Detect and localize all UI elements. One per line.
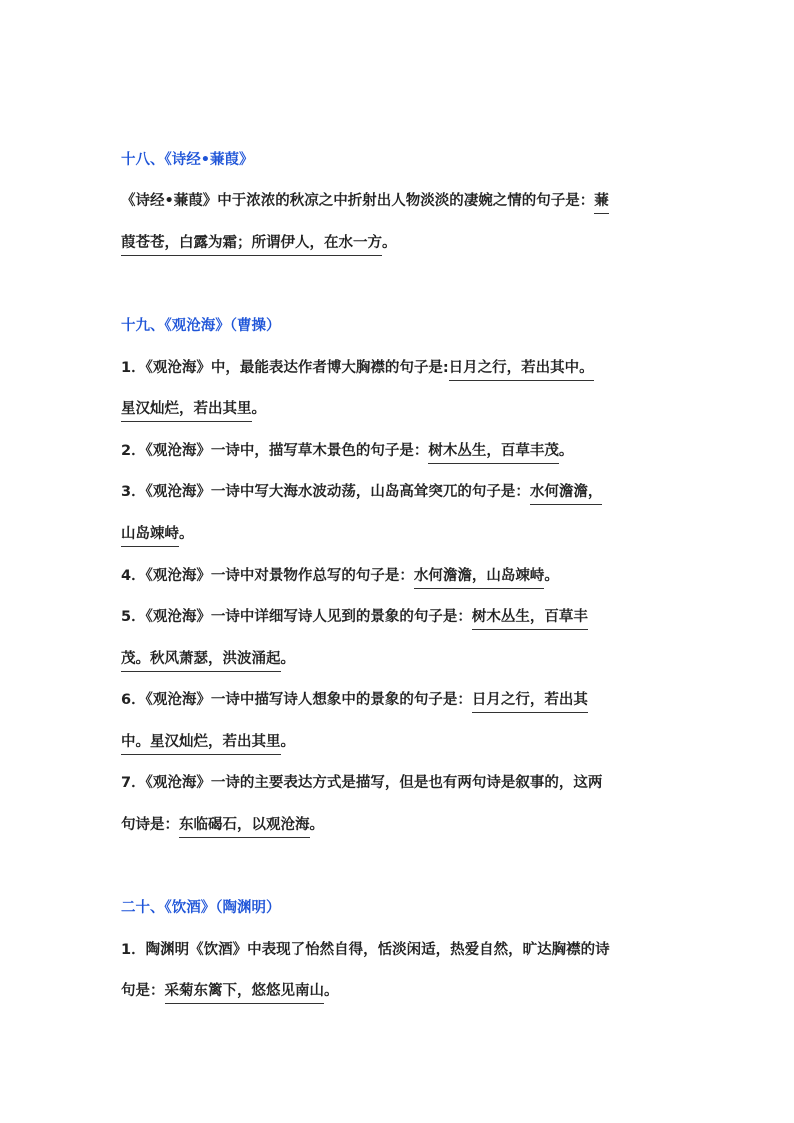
section-19-line-12 — [121, 815, 681, 838]
section-19-line-4 — [121, 482, 681, 505]
answer-tail: 。 — [309, 817, 324, 833]
question-text: 3．《观沧海》一诗中写大海水波动荡，山岛高耸突兀的句子是： — [121, 484, 530, 500]
question-text: 7．《观沧海》一诗的主要表达方式是描写，但是也有两句诗是叙事的，这两 — [121, 775, 603, 791]
section-19-line-2 — [121, 399, 681, 422]
section-19-line-8 — [121, 649, 681, 672]
answer-text: 水何澹澹， — [530, 482, 603, 505]
answer-text: 蒹 — [594, 191, 609, 214]
section-19-line-1 — [121, 358, 681, 381]
section-19-line-3 — [121, 441, 681, 464]
answer-text: 树木丛生，百草丰茂 — [428, 441, 559, 464]
section-18-line-1 — [121, 191, 681, 214]
answer-text: 日月之行，若出其中。 — [449, 358, 594, 381]
answer-tail: 。 — [280, 651, 295, 667]
question-text: 4．《观沧海》一诗中对景物作总写的句子是： — [121, 568, 414, 584]
answer-tail: 。 — [179, 526, 194, 542]
answer-text: 东临碣石，以观沧海 — [179, 815, 310, 838]
answer-tail: 。 — [251, 401, 266, 417]
answer-text: 茂。秋风萧瑟，洪波涌起 — [121, 649, 281, 672]
section-19-line-5 — [121, 524, 681, 547]
question-text: 1．陶渊明《饮酒》中表现了怡然自得，恬淡闲适，热爱自然，旷达胸襟的诗 — [121, 942, 610, 958]
answer-text: 采菊东篱下，悠悠见南山 — [165, 981, 325, 1004]
answer-text: 树木丛生，百草丰 — [472, 607, 588, 630]
section-19-heading: 十九、《观沧海》（曹操） — [121, 318, 281, 334]
question-text: 句诗是： — [121, 817, 179, 833]
question-text: 5．《观沧海》一诗中详细写诗人见到的景象的句子是： — [121, 609, 472, 625]
answer-tail: 。 — [544, 568, 559, 584]
answer-tail: 。 — [558, 443, 574, 459]
section-20-line-2 — [121, 981, 681, 1004]
section-20-line-1 — [121, 940, 681, 960]
section-19-line-11 — [121, 773, 681, 793]
answer-text: 葭苍苍，白露为霜；所谓伊人，在水一方 — [121, 233, 382, 256]
answer-text: 日月之行，若出其 — [472, 690, 588, 713]
answer-text: 星汉灿烂，若出其里 — [121, 399, 252, 422]
section-19-line-7 — [121, 607, 681, 630]
answer-text: 中。星汉灿烂，若出其里 — [121, 732, 281, 755]
section-18-heading: 十八、《诗经•蒹葭》 — [121, 152, 254, 168]
question-text: 《诗经•蒹葭》中于浓浓的秋凉之中折射出人物淡淡的凄婉之情的句子是： — [121, 193, 595, 209]
question-text: 6．《观沧海》一诗中描写诗人想象中的景象的句子是： — [121, 692, 472, 708]
answer-text: 水何澹澹，山岛竦峙 — [414, 566, 545, 589]
question-text: 2．《观沧海》一诗中，描写草木景色的句子是： — [121, 443, 429, 459]
question-text: 1．《观沧海》中，最能表达作者博大胸襟的句子是: — [121, 360, 449, 376]
section-19-line-9 — [121, 690, 681, 713]
section-19-line-10 — [121, 732, 681, 755]
answer-tail: 。 — [280, 734, 295, 750]
section-20-heading: 二十、《饮酒》（陶渊明） — [121, 900, 281, 916]
answer-tail: 。 — [382, 235, 397, 251]
section-18-line-2 — [121, 233, 681, 256]
answer-tail: 。 — [324, 983, 339, 999]
section-19-line-6 — [121, 566, 681, 589]
answer-text: 山岛竦峙 — [121, 524, 179, 547]
question-text: 句是： — [121, 983, 165, 999]
